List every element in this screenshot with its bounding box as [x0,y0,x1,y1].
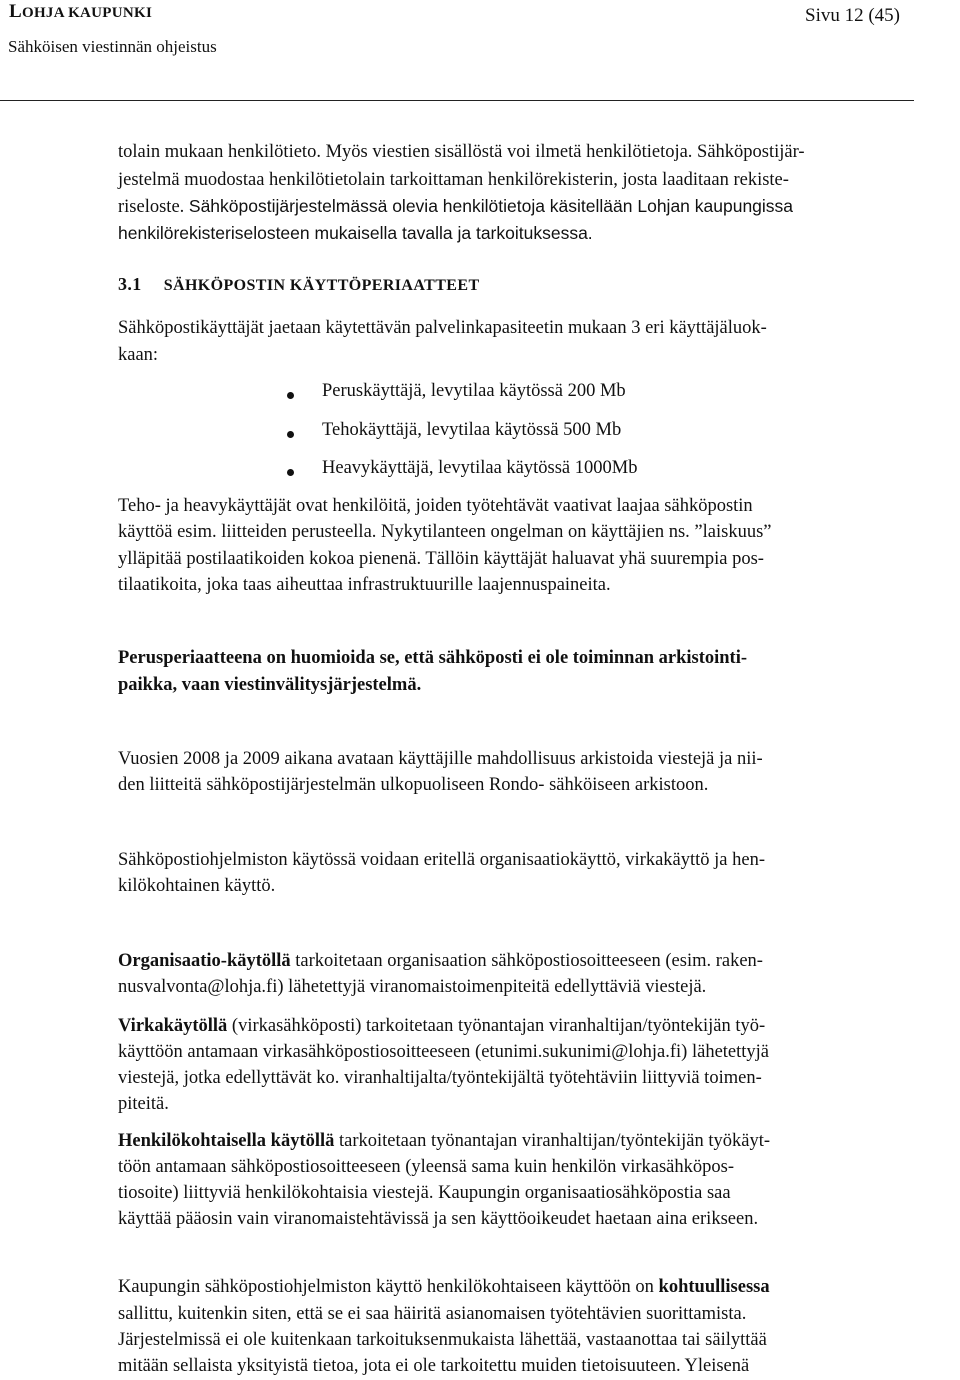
page-number: Sivu 12 (45) [805,5,900,26]
p2-line-4: tilaatikoita, joka taas aiheuttaa infrastruktuurille laajennuspaineita. [118,575,611,595]
section-number: 3.1 [118,274,142,294]
p8-line-1 [118,1277,770,1298]
p8-line-2: sallittu, kuitenkin siten, että se ei saa häiritä asianomaisen työtehtävien suorittamista. [118,1304,747,1324]
principle-line-1 [118,648,747,669]
intro-line-4: henkilörekisteriselosteen mukaisella tavalla ja tarkoituksessa. [118,223,593,243]
p7-text-1: tarkoitetaan työnantajan viranhaltijan/työntekijän työkäyt- [334,1131,771,1151]
intro-line-2: jestelmä muodostaa henkilötietolain tarkoittaman henkilörekisterin, josta laaditaan rekiste- [118,170,789,190]
header-divider [0,100,914,101]
p8-line-3: Järjestelmissä ei ole kuitenkaan tarkoituksenmukaista lähettää, vastaanottaa tai säilyttää [118,1330,767,1350]
p7-term: Henkilökohtaisella käytöllä [118,1131,335,1151]
p7-line-1 [118,1131,770,1152]
organization-initial: L [9,1,22,22]
p6-line-3: viestejä, jotka edellyttävät ko. viranhaltijalta/työntekijältä työtehtäviin liittyviä toimen- [118,1068,762,1088]
bullet-dot [287,469,294,476]
section-heading [118,274,480,295]
p7-line-4: käyttää pääosin vain viranomaistehtävissä ja sen käyttöoikeudet haetaan aina erikseen. [118,1209,759,1229]
bullet-dot [287,392,294,399]
p2-line-2: käyttöä esim. liitteiden perusteella. Nykytilanteen ongelman on käyttäjien ns. ”laiskuus” [118,522,772,542]
bullet-dot [287,431,294,438]
p6-line-1 [118,1016,765,1037]
bullet-item: Tehokäyttäjä, levytilaa käytössä 500 Mb [322,420,622,440]
principle-text-2: paikka, vaan viestinvälitysjärjestelmä. [118,675,422,695]
organization-name-rest: OHJA KAUPUNKI [21,5,153,21]
p7-line-2: töön antamaan sähköpostiosoitteeseen (yleensä sama kuin henkilön virkasähköpos- [118,1157,735,1177]
document-subtitle: Sähköisen viestinnän ohjeistus [8,37,217,56]
intro-line-3a: riseloste. [118,197,189,217]
p4-line-1: Sähköpostiohjelmiston käytössä voidaan eritellä organisaatiokäyttö, virkakäyttö ja hen- [118,850,766,870]
principle-text-1: Perusperiaatteena on huomioida se, että sähköposti ei ole toiminnan arkistointi- [118,648,748,668]
intro-line-3 [118,196,793,218]
p5-line-2: nusvalvonta@lohja.fi) lähetettyjä viranomaistoimenpiteitä edellyttäviä viestejä. [118,977,707,997]
p1-line-1: Sähköpostikäyttäjät jaetaan käytettävän palvelinkapasiteetin mukaan 3 eri käyttäjäluok- [118,318,767,338]
p2-line-3: ylläpitää postilaatikoiden kokoa pienenä. Tällöin käyttäjät haluavat yhä suurempia pos- [118,549,764,569]
p5-text-1: tarkoitetaan organisaation sähköpostiosoitteeseen (esim. raken- [290,951,763,971]
intro-line-3b: Sähköpostijärjestelmässä olevia henkilötietoja käsitellään Lohjan kaupungissa [188,196,794,216]
organization-name [9,1,152,23]
p3-line-2: den liitteitä sähköpostijärjestelmän ulkopuoliseen Rondo- sähköiseen arkistoon. [118,775,709,795]
p5-term: Organisaatio-käytöllä [118,951,291,971]
p2-line-1: Teho- ja heavykäyttäjät ovat henkilöitä, joiden työtehtävät vaativat laajaa sähköpostin [118,496,753,516]
p5-line-1 [118,951,763,972]
bullet-item: Heavykäyttäjä, levytilaa käytössä 1000Mb [322,458,638,478]
section-title: SÄHKÖPOSTIN KÄYTTÖPERIAATTEET [163,277,480,294]
p4-line-2: kilökohtainen käyttö. [118,876,276,896]
p3-line-1: Vuosien 2008 ja 2009 aikana avataan käyttäjille mahdollisuus arkistoida viestejä ja nii- [118,749,763,769]
p8-text-1: Kaupungin sähköpostiohjelmiston käyttö henkilökohtaiseen käyttöön on [118,1277,659,1297]
p8-emphasis: kohtuullisessa [658,1277,770,1297]
bullet-item: Peruskäyttäjä, levytilaa käytössä 200 Mb [322,381,626,401]
p6-text-1: (virkasähköposti) tarkoitetaan työnantajan viranhaltijan/työntekijän työ- [227,1016,766,1036]
p6-line-4: piteitä. [118,1094,169,1114]
p6-term: Virkakäytöllä [118,1016,228,1036]
principle-line-2 [118,675,421,696]
intro-line-1: tolain mukaan henkilötieto. Myös viestien sisällöstä voi ilmetä henkilötietoja. Sähköpostijär- [118,142,805,162]
p6-line-2: käyttöön antamaan virkasähköpostiosoitteeseen (etunimi.sukunimi@lohja.fi) lähetettyjä [118,1042,770,1062]
p1-line-2: kaan: [118,345,159,365]
p8-line-4: mitään sellaista yksityistä tietoa, jota ei ole tarkoitettu muiden tietoisuuteen. Yleisenä [118,1356,750,1376]
p7-line-3: tiosoite) liittyviä henkilökohtaisia viestejä. Kaupungin organisaatiosähköpostia saa [118,1183,731,1203]
